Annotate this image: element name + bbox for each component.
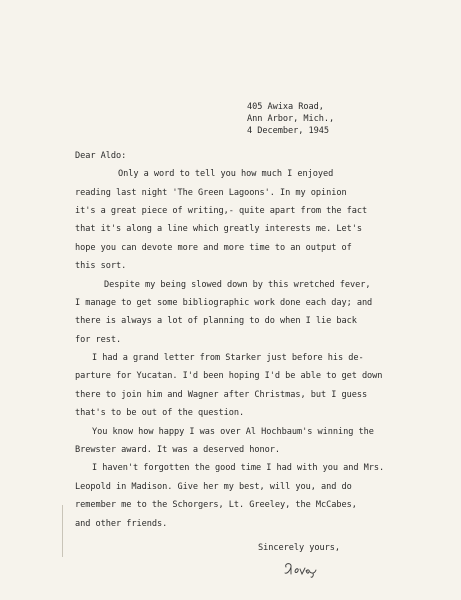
body-line: and other friends. — [75, 519, 168, 529]
body-line: remember me to the Schorgers, Lt. Greeley, the McCabes, — [75, 500, 357, 510]
address-street: 405 Awixa Road, — [247, 102, 324, 112]
page-edge-mark — [62, 505, 63, 557]
body-line: Leopold in Madison. Give her my best, will you, and do — [75, 482, 352, 492]
body-line: Despite my being slowed down by this wretched fever, — [104, 280, 371, 290]
body-line: there to join him and Wagner after Christmas, but I guess — [75, 390, 368, 400]
body-line: Only a word to tell you how much I enjoyed — [118, 169, 334, 179]
body-line: I haven't forgotten the good time I had with you and Mrs. — [92, 463, 385, 473]
body-line: that's to be out of the question. — [75, 408, 245, 418]
body-line: reading last night 'The Green Lagoons'. In my opinion — [75, 188, 347, 198]
address-city: Ann Arbor, Mich., — [247, 114, 335, 124]
closing: Sincerely yours, — [258, 543, 340, 553]
salutation: Dear Aldo: — [75, 151, 127, 161]
body-line: Brewster award. It was a deserved honor. — [75, 445, 280, 455]
body-line: this sort. — [75, 261, 127, 271]
body-line: I manage to get some bibliographic work done each day; and — [75, 298, 373, 308]
body-line: hope you can devote more and more time to an output of — [75, 243, 352, 253]
body-line: You know how happy I was over Al Hochbaum's winning the — [92, 427, 374, 437]
handwritten-signature — [283, 561, 323, 579]
letter-date: 4 December, 1945 — [247, 126, 329, 136]
body-line: that it's along a line which greatly interests me. Let's — [75, 224, 362, 234]
body-line: I had a grand letter from Starker just before his de- — [92, 353, 364, 363]
body-line: for rest. — [75, 335, 122, 345]
body-line: parture for Yucatan. I'd been hoping I'd be able to get down — [75, 371, 383, 381]
body-line: it's a great piece of writing,- quite apart from the fact — [75, 206, 368, 216]
body-line: there is always a lot of planning to do when I lie back — [75, 316, 357, 326]
